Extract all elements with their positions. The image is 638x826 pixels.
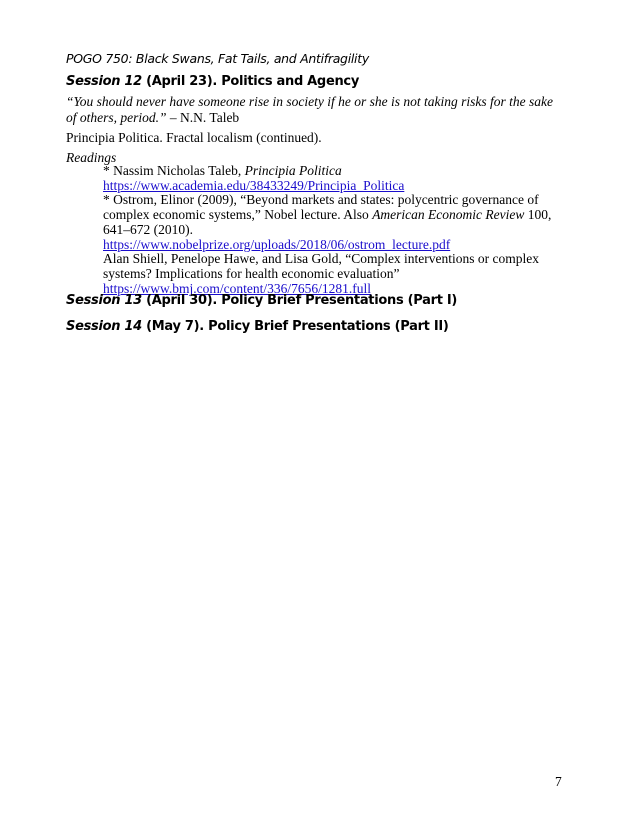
- readings-label: Readings: [66, 150, 117, 165]
- reading-3-link[interactable]: https://www.bmj.com/content/336/7656/1281.full: [103, 280, 371, 296]
- reading-2-journal: American Economic Review: [372, 207, 525, 223]
- session-13-label: Session 13: [66, 293, 142, 308]
- page-number: 7: [555, 774, 562, 789]
- session-13-heading: [66, 293, 457, 308]
- quote-attribution: – N.N. Taleb: [166, 109, 240, 125]
- session-14-title: (May 7). Policy Brief Presentations (Part II): [141, 319, 449, 334]
- session-13-title: (April 30). Policy Brief Presentations (Part I): [141, 293, 458, 308]
- reading-3-citation: Alan Shiell, Penelope Hawe, and Lisa Gold, “Complex interventions or complex systems? Implications for health economic evaluation”: [103, 251, 540, 281]
- session-14-heading: [66, 319, 449, 334]
- reading-2-link[interactable]: https://www.nobelprize.org/uploads/2018/06/ostrom_lecture.pdf: [103, 236, 451, 252]
- reading-2-citation: * Ostrom, Elinor (2009), “Beyond markets and states: polycentric governance of complex economic systems,” Nobel lecture. Also: [103, 192, 539, 223]
- session-12-title: (April 23). Politics and Agency: [141, 74, 359, 89]
- course-header: POGO 750: Black Swans, Fat Tails, and Antifragility: [66, 51, 369, 66]
- reading-2: [103, 193, 573, 237]
- session-12-heading: [66, 74, 359, 89]
- reading-1-title: Principia Politica: [244, 163, 342, 178]
- reading-2-volume: 100, 641–672 (2010).: [103, 207, 552, 237]
- session-12-quote: [66, 94, 556, 125]
- session-12-label: Session 12: [66, 74, 142, 89]
- quote-text: “You should never have someone rise in society if he or she is not taking risks for the sake of others, period.”: [66, 94, 553, 125]
- reading-1-link[interactable]: https://www.academia.edu/38433249/Principia_Politica: [103, 177, 405, 193]
- reading-1: [103, 164, 573, 179]
- session-12-topic: Principia Politica. Fractal localism (continued).: [66, 130, 322, 145]
- session-14-label: Session 14: [66, 319, 142, 334]
- reading-1-author: * Nassim Nicholas Taleb,: [103, 163, 245, 178]
- readings-list: [103, 164, 573, 296]
